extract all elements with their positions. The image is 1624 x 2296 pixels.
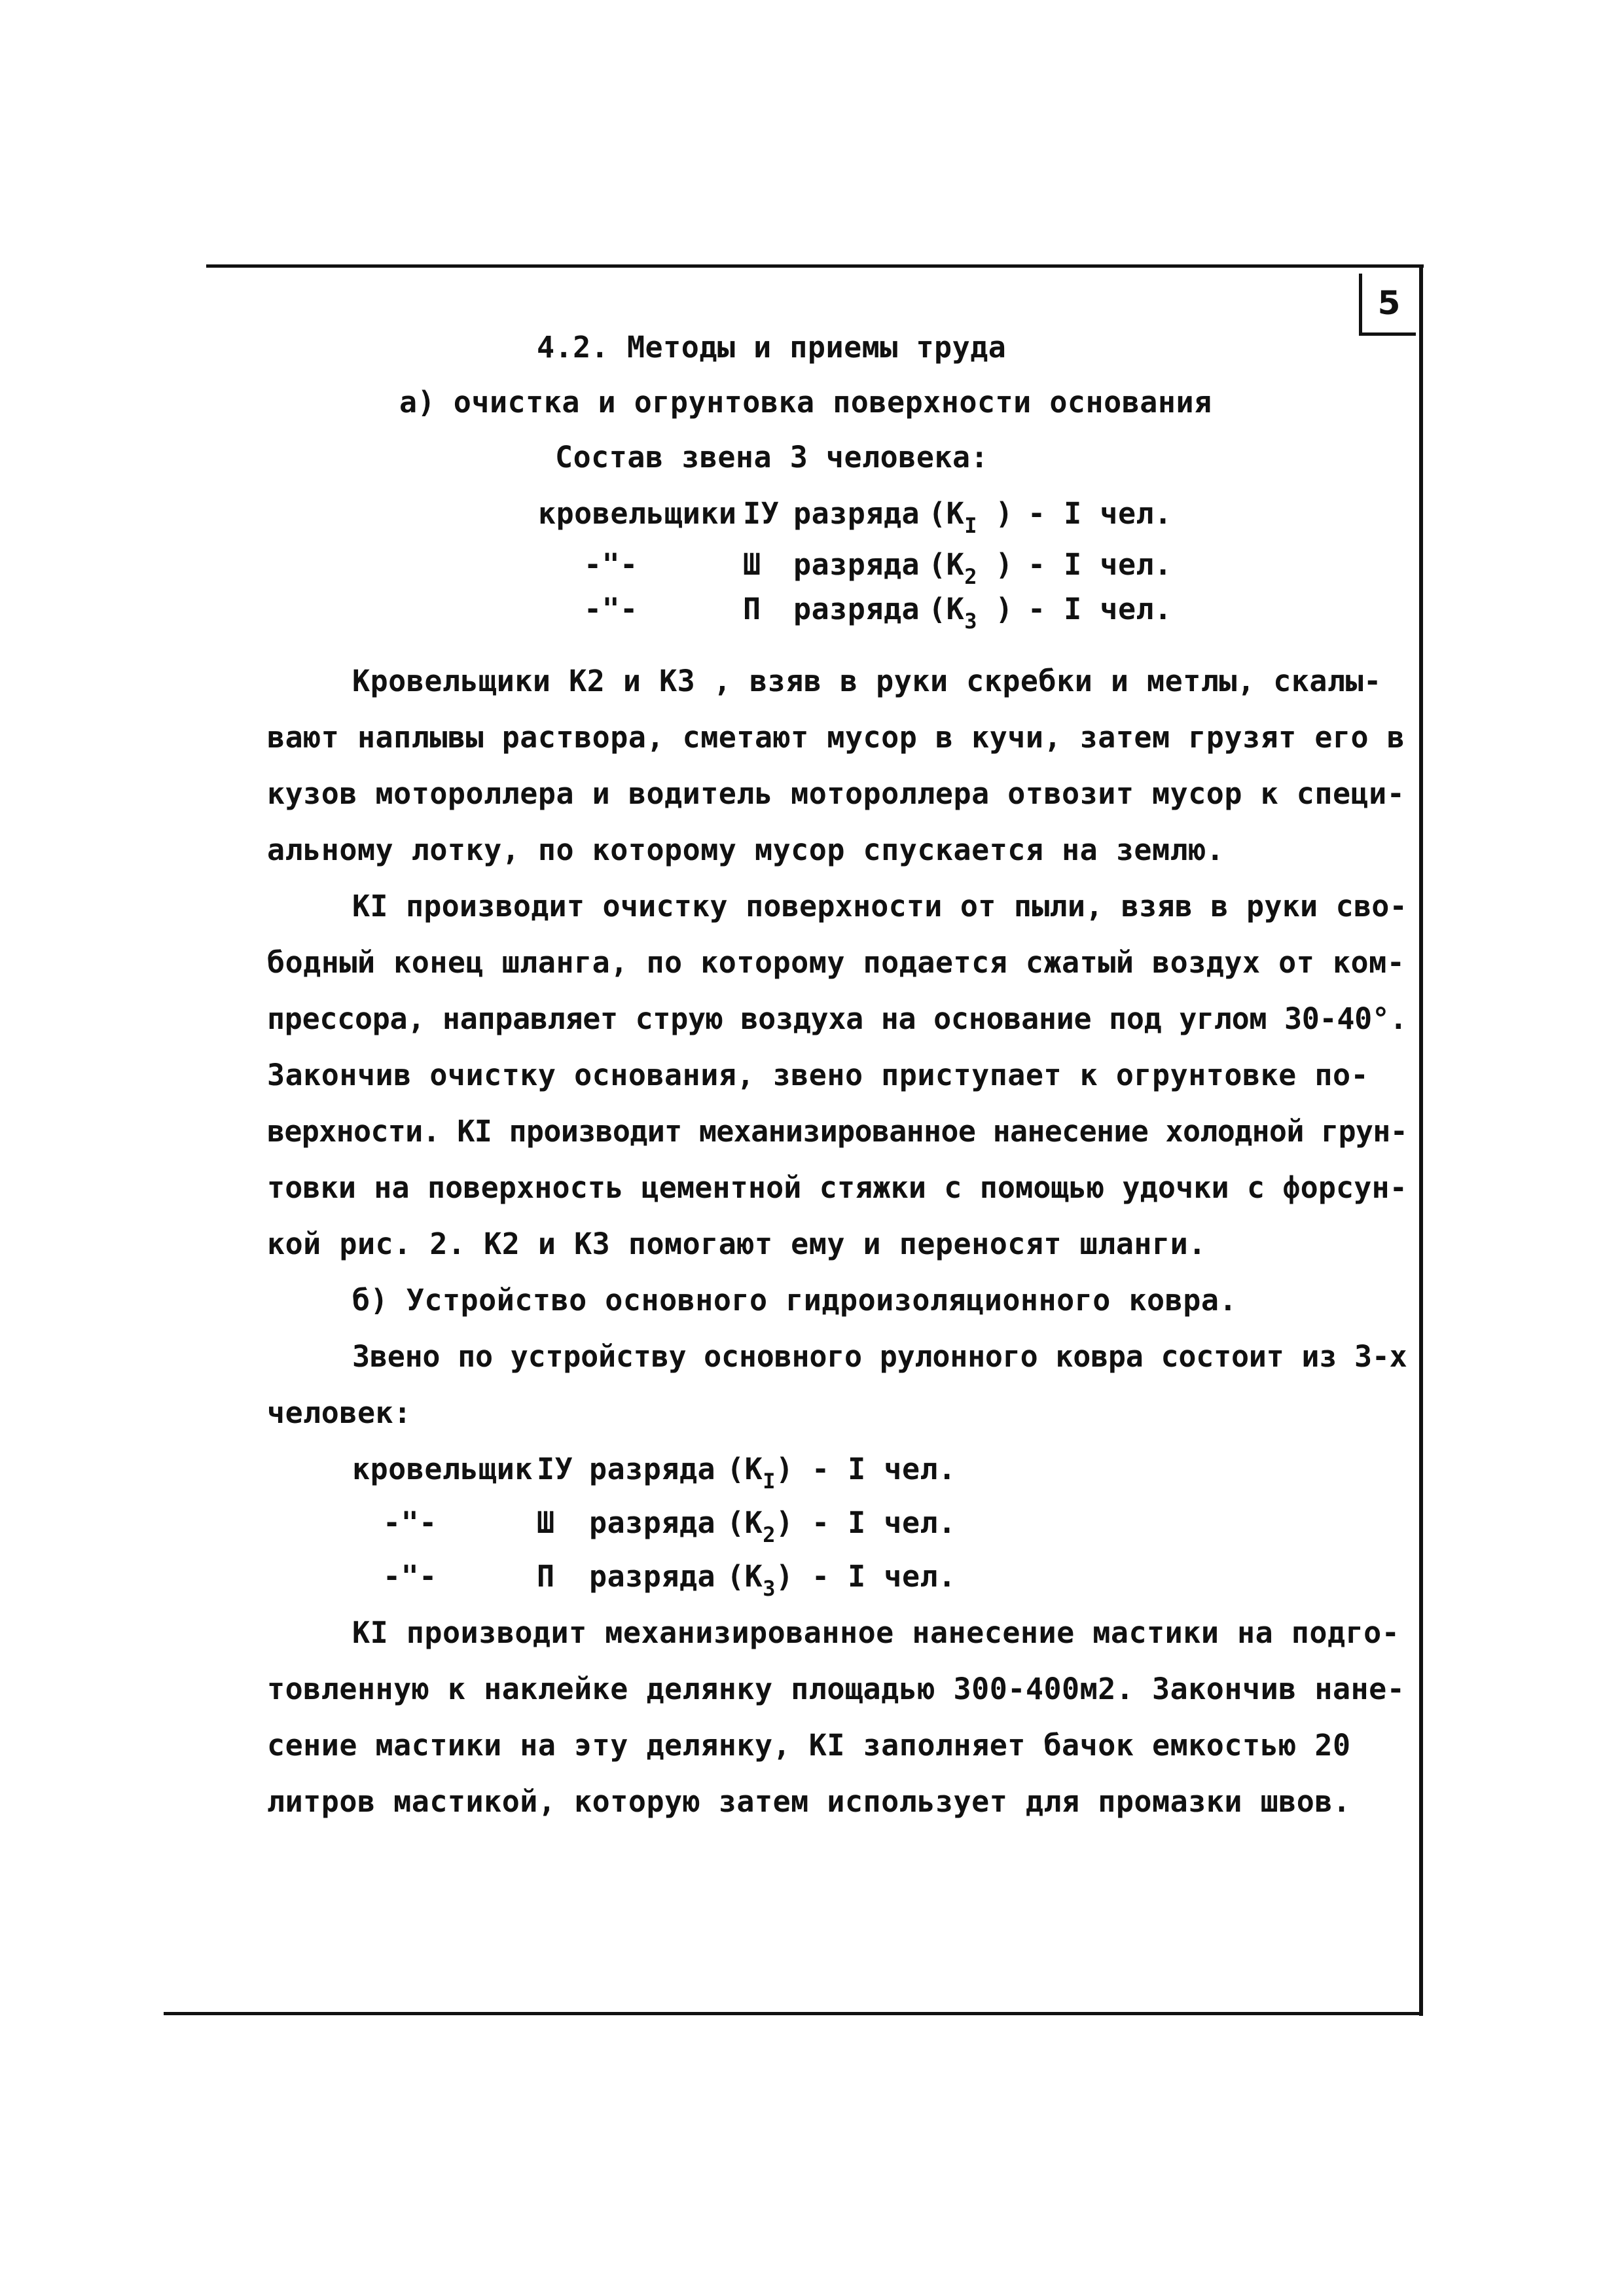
crew-grade: П: [537, 1559, 555, 1594]
frame-bottom-line: [164, 2012, 1423, 2015]
crew-count: - I чел.: [812, 1559, 956, 1594]
crew-word: разряда: [793, 496, 920, 531]
paragraph-line: человек:: [267, 1395, 412, 1430]
crew-code-letter: К: [744, 1505, 763, 1540]
crew-code-letter: К: [744, 1559, 763, 1594]
paragraph-line: литров мастикой, которую затем использует для промазки швов.: [267, 1784, 1351, 1819]
paragraph-line: сение мастики на эту делянку, КI заполняет бачок емкостью 20: [267, 1728, 1351, 1763]
crew-count: - I чел.: [812, 1452, 956, 1486]
paragraph-line: прессора, направляет струю воздуха на основание под углом 30-40°.: [267, 1001, 1407, 1036]
crew-code-index: I: [763, 1469, 776, 1494]
paragraph-line: товленную к наклейке делянку площадью 300-400м2. Закончив нане-: [267, 1672, 1405, 1706]
crew-code: ($К_3$ ): [928, 592, 1014, 634]
frame-right-line: [1419, 264, 1423, 2016]
paragraph-line: кой рис. 2. К2 и К3 помогают ему и переносят шланги.: [267, 1227, 1206, 1261]
crew-count: - I чел.: [1028, 496, 1172, 531]
crew-grade: Ш: [537, 1505, 555, 1540]
crew-count: - I чел.: [1028, 547, 1172, 582]
paragraph-line: Звено по устройству основного рулонного ковра состоит из 3-х: [352, 1339, 1407, 1374]
crew-word: разряда: [589, 1452, 716, 1486]
crew-a-title: Состав звена 3 человека:: [555, 440, 989, 475]
crew-grade: П: [743, 592, 761, 626]
subheading-b: б) Устройство основного гидроизоляционного ковра.: [352, 1283, 1238, 1318]
crew-code-index: 2: [763, 1522, 776, 1547]
crew-count: - I чел.: [812, 1505, 956, 1540]
section-heading: 4.2. Методы и приемы труда: [537, 330, 1007, 365]
crew-role: -"-: [584, 547, 638, 582]
paragraph-line: верхности. КI производит механизированное нанесение холодной грун-: [267, 1114, 1408, 1149]
frame-top-line: [206, 264, 1424, 268]
crew-role: кровельщик: [352, 1452, 533, 1486]
crew-role: -"-: [383, 1559, 437, 1594]
crew-word: разряда: [793, 547, 920, 582]
crew-code: $(К_2)$: [727, 1505, 794, 1547]
paragraph-line: КI производит механизированное нанесение мастики на подго-: [352, 1615, 1400, 1650]
crew-grade: IУ: [537, 1452, 573, 1486]
crew-role: -"-: [584, 592, 638, 626]
page-number: 5: [1359, 274, 1416, 336]
paragraph-line: бодный конец шланга, по которому подается сжатый воздух от ком-: [267, 945, 1405, 980]
crew-count: - I чел.: [1028, 592, 1172, 626]
paragraph-line: Кровельщики К2 и К3 , взяв в руки скребки и метлы, скалы-: [352, 664, 1382, 698]
crew-grade: Ш: [743, 547, 761, 582]
crew-word: разряда: [793, 592, 920, 626]
crew-code-index: 3: [964, 609, 977, 634]
crew-word: разряда: [589, 1559, 716, 1594]
crew-code: ($К_2$ ): [928, 547, 1014, 589]
paragraph-line: кузов мотороллера и водитель мотороллера отвозит мусор к специ-: [267, 776, 1405, 811]
crew-code-index: 3: [763, 1576, 776, 1601]
crew-code-index: I: [964, 513, 977, 538]
crew-code-letter: К: [946, 592, 965, 626]
paragraph-line: альному лотку, по которому мусор спускается на землю.: [267, 833, 1225, 867]
crew-code: $(К_I)$: [727, 1452, 794, 1494]
crew-code-letter: К: [744, 1452, 763, 1486]
paragraph-line: КI производит очистку поверхности от пыли, взяв в руки сво-: [352, 889, 1407, 924]
crew-code: ($К_I$ ): [928, 496, 1014, 538]
crew-role: -"-: [383, 1505, 437, 1540]
subheading-a: а) очистка и огрунтовка поверхности основания: [399, 385, 1212, 420]
crew-role: кровельщики: [538, 496, 737, 531]
crew-code: $(К_3)$: [727, 1559, 794, 1601]
crew-code-letter: К: [946, 547, 965, 582]
crew-word: разряда: [589, 1505, 716, 1540]
crew-code-index: 2: [964, 564, 977, 589]
crew-code-letter: К: [946, 496, 965, 531]
paragraph-line: вают наплывы раствора, сметают мусор в кучи, затем грузят его в: [267, 720, 1405, 755]
paragraph-line: товки на поверхность цементной стяжки с помощью удочки с форсун-: [267, 1170, 1407, 1205]
paragraph-line: Закончив очистку основания, звено приступает к огрунтовке по-: [267, 1058, 1369, 1092]
crew-grade: IУ: [743, 496, 780, 531]
